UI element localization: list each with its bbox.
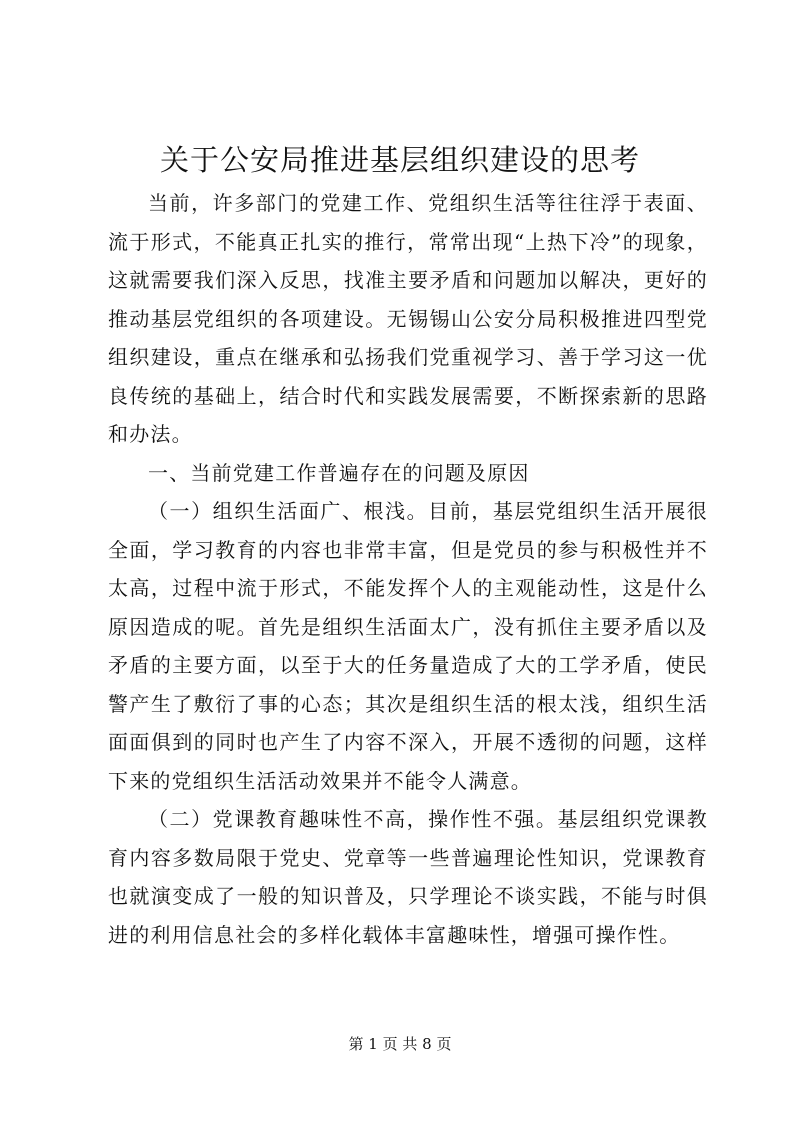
section-heading-1: 一、当前党建工作普遍存在的问题及原因 (148, 460, 530, 485)
page-footer: 第 1 页 共 8 页 (348, 1035, 452, 1053)
document-body (108, 184, 708, 954)
paragraph-point-1: （一）组织生活面广、根浅。目前，基层党组织生活开展很全面，学习教育的内容也非常丰富，但是党员的参与积极性并不太高，过程中流于形式，不能发挥个人的主观能动性，这是什么原因造成的呢。首先是组织生活面太广，没有抓住主要矛盾以及矛盾的主要方面，以至于大的任务量造成了大的工学矛盾，使民警产生了敷衍了事的心态；其次是组织生活的根太浅，组织生活面面俱到的同时也产生了内容不深入，开展不透彻的问题，这样下来的党组织生活活动效果并不能令人满意。 (108, 499, 708, 793)
document-title: 关于公安局推进基层组织建设的思考 (159, 143, 640, 177)
paragraph-intro: 当前，许多部门的党建工作、党组织生活等往往浮于表面、流于形式，不能真正扎实的推行，常常出现“上热下冷”的现象，这就需要我们深入反思，找准主要矛盾和问题加以解决，更好的推动基层党组织的各项建设。无锡锡山公安分局积极推进四型党组织建设，重点在继承和弘扬我们党重视学习、善于学习这一优良传统的基础上，结合时代和实践发展需要，不断探索新的思路和办法。 (108, 191, 708, 446)
paragraph-point-2: （二）党课教育趣味性不高，操作性不强。基层组织党课教育内容多数局限于党史、党章等一些普遍理论性知识，党课教育也就演变成了一般的知识普及，只学理论不谈实践，不能与时俱进的利用信息社会的多样化载体丰富趣味性，增强可操作性。 (108, 807, 708, 947)
